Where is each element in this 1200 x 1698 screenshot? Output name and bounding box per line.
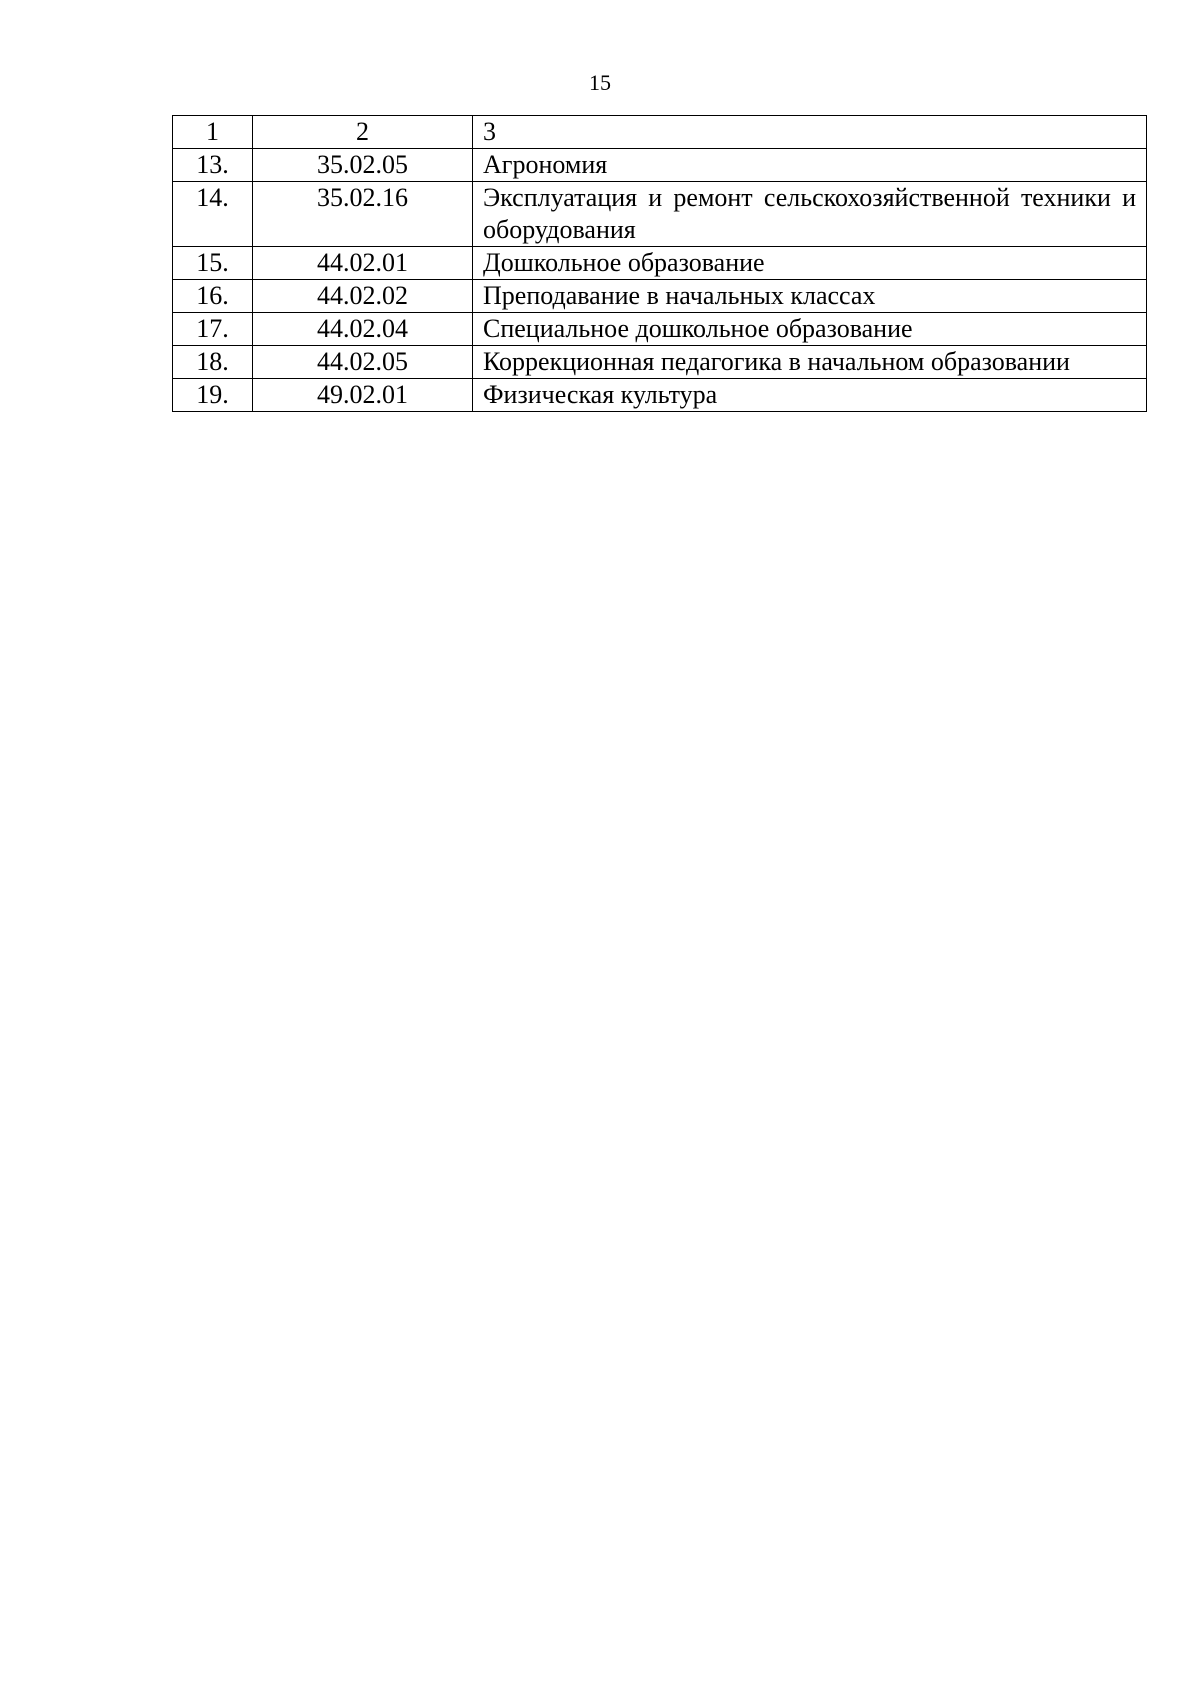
- row-number: 17.: [173, 313, 253, 346]
- row-code: 49.02.01: [253, 379, 473, 412]
- table-row: [173, 346, 1147, 379]
- table-row: [173, 247, 1147, 280]
- specialties-table: [172, 115, 1147, 412]
- row-number: 15.: [173, 247, 253, 280]
- row-number: 13.: [173, 149, 253, 182]
- row-name: Эксплуатация и ремонт сельскохозяйственной техники и оборудования: [473, 182, 1147, 247]
- table-row: [173, 379, 1147, 412]
- row-code: 44.02.05: [253, 346, 473, 379]
- row-number: 18.: [173, 346, 253, 379]
- row-code: 35.02.05: [253, 149, 473, 182]
- row-name: Преподавание в начальных классах: [473, 280, 1147, 313]
- row-name: Агрономия: [473, 149, 1147, 182]
- row-code: 35.02.16: [253, 182, 473, 247]
- table-row: [173, 182, 1147, 247]
- row-number: 19.: [173, 379, 253, 412]
- row-number: 16.: [173, 280, 253, 313]
- table-row: [173, 149, 1147, 182]
- column-header-number: 1: [173, 116, 253, 149]
- table-row: [173, 313, 1147, 346]
- table-header-row: [173, 116, 1147, 149]
- row-name: Физическая культура: [473, 379, 1147, 412]
- row-number: 14.: [173, 182, 253, 247]
- column-header-name: 3: [473, 116, 1147, 149]
- row-name: Специальное дошкольное образование: [473, 313, 1147, 346]
- row-code: 44.02.04: [253, 313, 473, 346]
- row-name: Коррекционная педагогика в начальном образовании: [473, 346, 1147, 379]
- row-code: 44.02.01: [253, 247, 473, 280]
- row-name: Дошкольное образование: [473, 247, 1147, 280]
- column-header-code: 2: [253, 116, 473, 149]
- row-code: 44.02.02: [253, 280, 473, 313]
- page-number: 15: [589, 70, 611, 95]
- table-row: [173, 280, 1147, 313]
